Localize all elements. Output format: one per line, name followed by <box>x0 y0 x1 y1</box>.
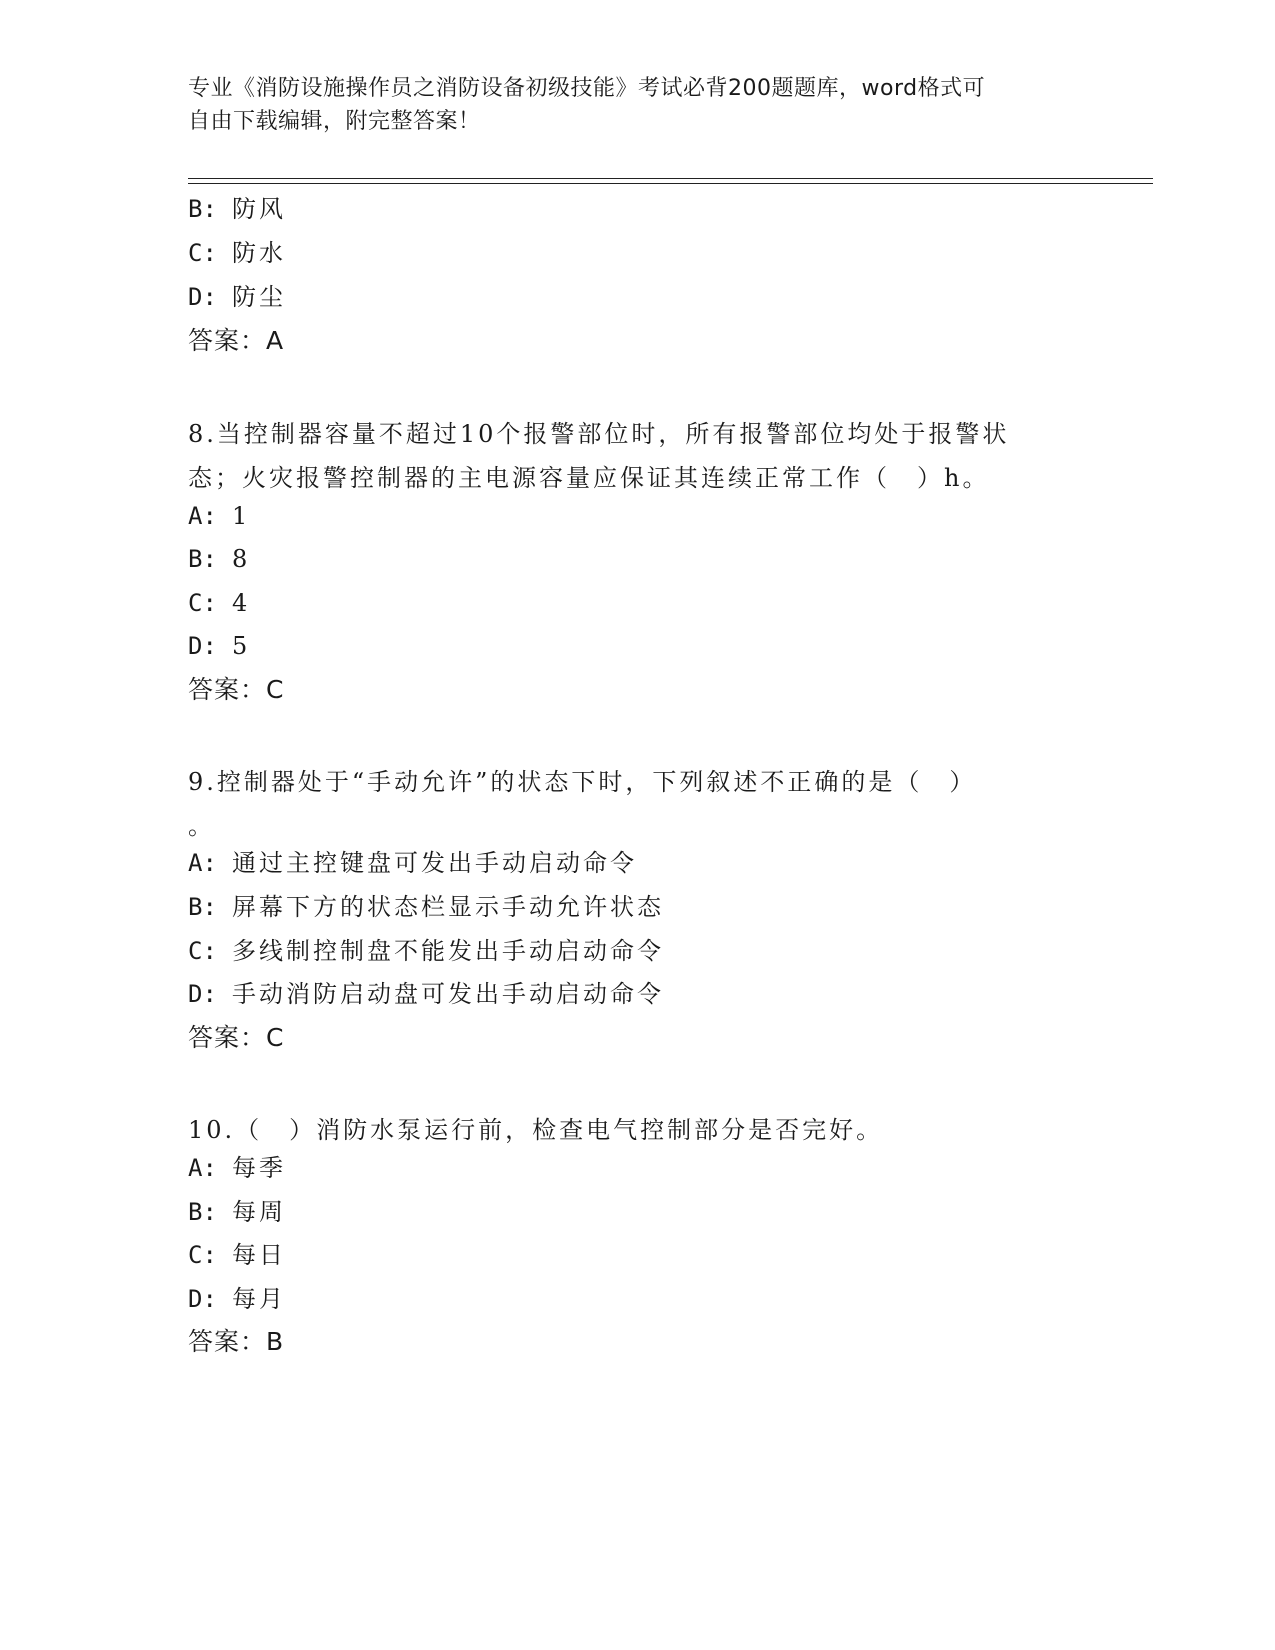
option-text: 每季 <box>232 1154 286 1182</box>
option-key: D: <box>188 283 217 311</box>
prev-option-c <box>188 237 286 269</box>
question-9-text <box>188 760 1088 848</box>
option-key: D: <box>188 1285 217 1313</box>
question-10-text <box>188 1108 1088 1152</box>
q8-option-a <box>188 500 250 532</box>
option-key: B: <box>188 545 217 573</box>
question-9-line-1: 9.控制器处于“手动允许”的状态下时，下列叙述不正确的是（ ） <box>188 768 977 796</box>
option-text: 每月 <box>232 1285 286 1313</box>
header-divider-top <box>188 178 1153 179</box>
option-key: C: <box>188 239 217 267</box>
prev-option-b <box>188 193 286 225</box>
q8-answer: 答案：C <box>188 675 285 704</box>
option-text: 通过主控键盘可发出手动启动命令 <box>232 849 637 877</box>
option-key: A: <box>188 849 217 877</box>
document-header <box>188 72 1088 138</box>
q9-answer: 答案：C <box>188 1023 285 1052</box>
option-key: A: <box>188 502 217 530</box>
option-key: D: <box>188 632 217 660</box>
prev-answer: 答案：A <box>188 326 285 355</box>
option-text: 防尘 <box>232 283 286 311</box>
option-key: C: <box>188 937 217 965</box>
question-8-line-2: 态；火灾报警控制器的主电源容量应保证其连续正常工作（ ）h。 <box>188 464 990 492</box>
q9-option-d <box>188 978 664 1010</box>
question-10-line-1: 10.（ ）消防水泵运行前，检查电气控制部分是否完好。 <box>188 1116 884 1144</box>
header-line-1: 专业《消防设施操作员之消防设备初级技能》考试必背200题题库，word格式可 <box>188 76 986 101</box>
question-8-line-1: 8.当控制器容量不超过10个报警部位时，所有报警部位均处于报警状 <box>188 420 1010 448</box>
option-text: 屏幕下方的状态栏显示手动允许状态 <box>232 893 664 921</box>
option-text: 防风 <box>232 195 286 223</box>
q9-option-c <box>188 935 664 967</box>
q9-option-b <box>188 891 664 923</box>
prev-option-d <box>188 281 286 313</box>
option-text: 手动消防启动盘可发出手动启动命令 <box>232 980 664 1008</box>
option-text: 防水 <box>232 239 286 267</box>
option-key: A: <box>188 1154 217 1182</box>
option-text: 多线制控制盘不能发出手动启动命令 <box>232 937 664 965</box>
option-text: 每日 <box>232 1241 286 1269</box>
q10-option-a <box>188 1152 286 1184</box>
option-text: 4 <box>232 589 251 617</box>
header-line-2: 自由下载编辑，附完整答案！ <box>188 109 481 134</box>
q8-option-c <box>188 587 250 619</box>
q10-option-b <box>188 1196 286 1228</box>
question-8-text <box>188 412 1088 500</box>
q10-answer: 答案：B <box>188 1327 285 1356</box>
option-key: B: <box>188 195 217 223</box>
option-key: C: <box>188 1241 217 1269</box>
option-text: 5 <box>232 632 251 660</box>
q9-option-a <box>188 847 637 879</box>
option-text: 1 <box>232 502 251 530</box>
option-text: 每周 <box>232 1198 286 1226</box>
option-key: B: <box>188 893 217 921</box>
option-key: C: <box>188 589 217 617</box>
q10-option-d <box>188 1283 286 1315</box>
option-key: B: <box>188 1198 217 1226</box>
header-divider-bottom <box>188 183 1153 184</box>
option-key: D: <box>188 980 217 1008</box>
q8-option-b <box>188 543 250 575</box>
question-9-line-2: 。 <box>188 812 215 840</box>
q10-option-c <box>188 1239 286 1271</box>
q8-option-d <box>188 630 250 662</box>
option-text: 8 <box>232 545 251 573</box>
